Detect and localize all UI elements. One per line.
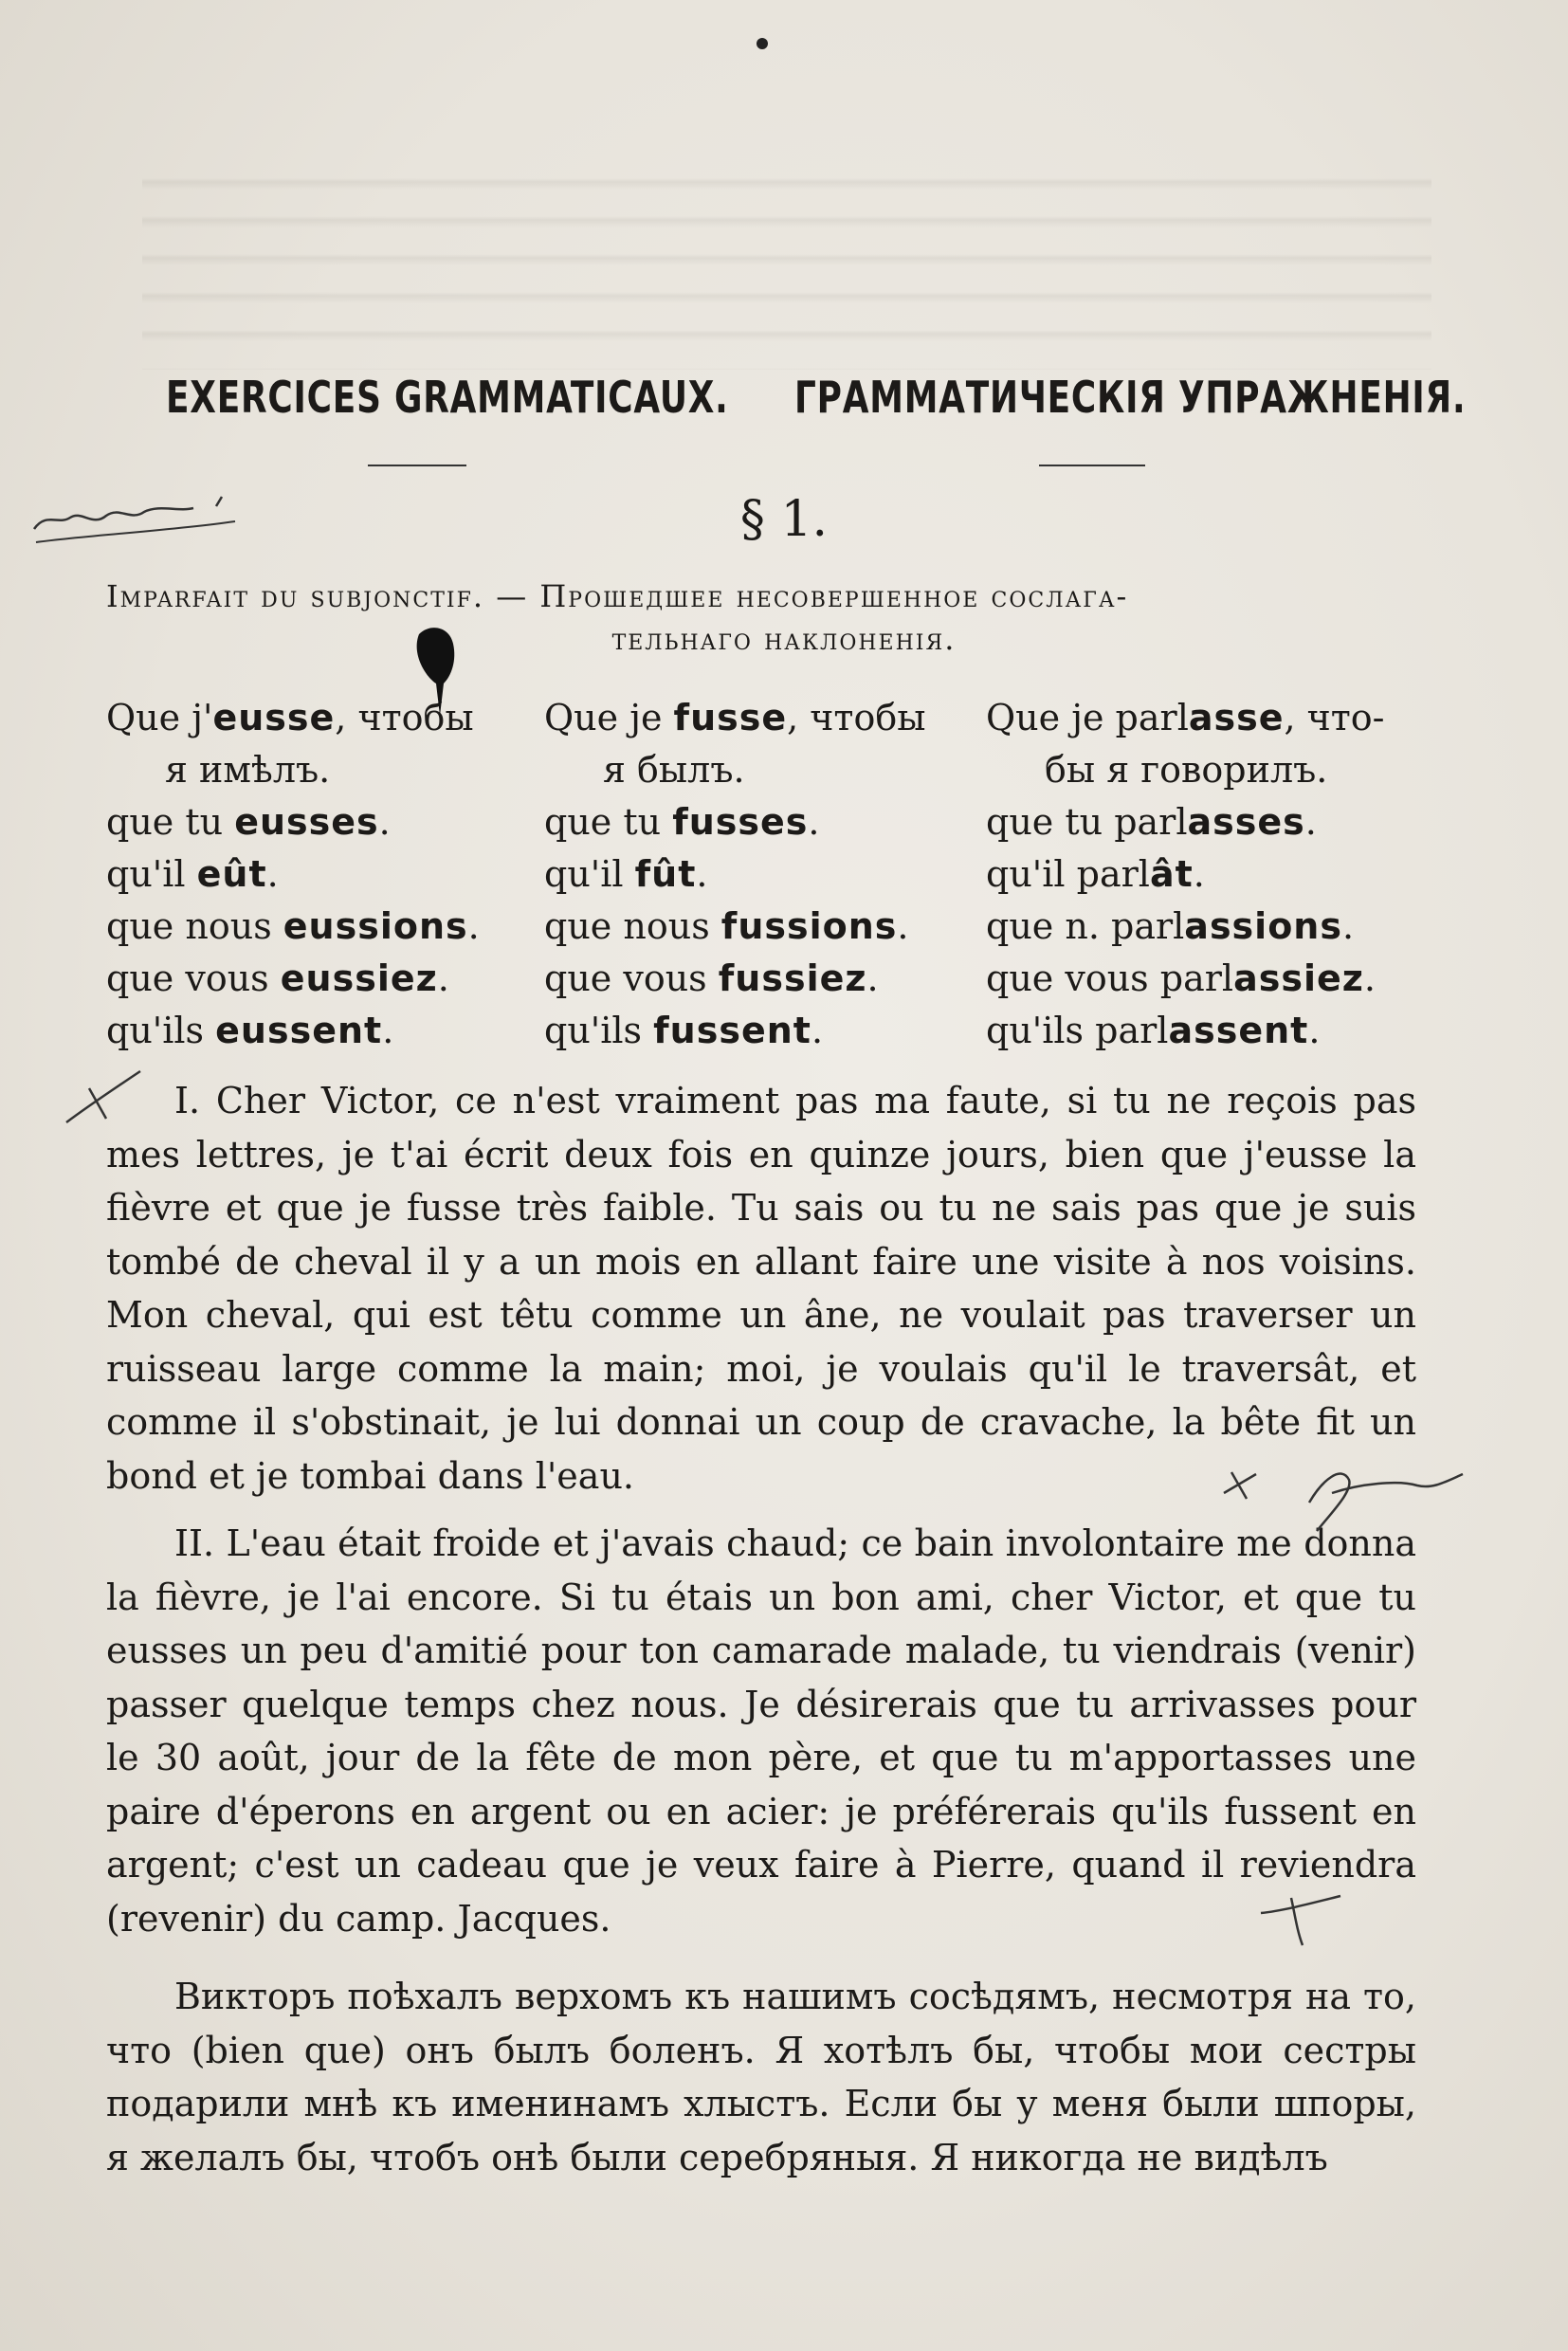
conjugation-prefix: Que je parl [986,697,1189,738]
conjugation-prefix: qu'ils parl [986,1010,1169,1051]
conjugation-row [106,744,480,796]
conjugation-ending: eussent [215,1010,383,1051]
conjugation-prefix: que nous [106,905,283,947]
conjugation-ending: fusse [673,697,788,738]
conjugation-suffix: . [467,905,480,947]
conjugation-suffix: . [696,853,708,895]
conjugation-suffix: . [808,801,820,843]
conjugation-suffix: . [866,957,879,999]
conjugation-ending: assions [1184,905,1342,947]
conjugation-suffix: . [1363,957,1376,999]
conjugation-row [986,953,1385,1005]
conjugation-row [544,901,925,953]
paragraph-text: Викторъ поѣхалъ верхомъ къ нашимъ сосѣдямъ, несмотря на то, что (bien que) онъ былъ боленъ. Я хотѣлъ бы, чтобы мои сестры подарили мнѣ къ именинамъ хлыстъ. Если бы у меня были шпоры, я желалъ бы, чтобъ онѣ были серебряныя. Я никогда не видѣлъ [106,1976,1416,2178]
conjugation-column-avoir [106,692,480,1057]
conjugation-ending: eût [196,853,267,895]
conjugation-prefix: Que j' [106,697,213,738]
exercise-paragraph-russian [106,1970,1416,2184]
exercise-paragraph-2 [106,1517,1416,1945]
conjugation-row [986,901,1385,953]
conjugation-ending: eussiez [280,957,438,999]
conjugation-row [106,848,480,901]
conjugation-prefix: я былъ. [603,749,745,791]
conjugation-ending: assiez [1233,957,1364,999]
conjugation-suffix: . [811,1010,824,1051]
paragraph-text: I. Cher Victor, ce n'est vraiment pas ma faute, si tu ne reçois pas mes lettres, je t'ai écrit deux fois en quinze jours, bien que j'eusse la fièvre et que je fusse très faible. Tu sais ou tu ne sais pas que je suis tombé de cheval il y a un mois en allant faire une visite à nos voisins. Mon cheval, qui est têtu comme un âne, ne voulait pas traverser un ruisseau large comme la main; moi, je voulais qu'il le traversât, et comme il s'obstinait, je lui donnai un coup de cravache, la bête fit un bond et je tombai dans l'eau. [106,1080,1416,1497]
conjugation-suffix: . [378,801,391,843]
conjugation-prefix: que vous [106,957,281,999]
conjugation-ending: eusse [212,697,336,738]
conjugation-prefix: qu'il [106,853,197,895]
ink-blot-mark [408,621,474,725]
conjugation-column-parler [986,692,1385,1057]
conjugation-suffix: . [266,853,279,895]
conjugation-ending: eusses [234,801,379,843]
conjugation-column-etre [544,692,925,1057]
conjugation-row [544,848,925,901]
conjugation-suffix: , чтобы [787,697,926,738]
conjugation-prefix: que tu parl [986,801,1188,843]
conjugation-suffix: . [437,957,449,999]
conjugation-prefix: que vous [544,957,719,999]
conjugation-prefix: qu'il [544,853,635,895]
conjugation-suffix: . [897,905,909,947]
title-rule-french [368,465,466,466]
conjugation-ending: fusses [672,801,809,843]
conjugation-ending: eussions [283,905,468,947]
conjugation-suffix: . [1308,1010,1321,1051]
conjugation-row [544,796,925,848]
pencil-cross-mark-2 [1218,1455,1474,1540]
title-russian: ГРАММАТИЧЕСКІЯ УПРАЖНЕНІЯ. [794,372,1467,423]
title-french: EXERCICES GRAMMATICAUX. [166,372,729,423]
bleed-through-text [142,152,1431,370]
conjugation-ending: ât [1149,853,1194,895]
conjugation-row [106,1005,480,1057]
grammar-heading-line-2: тельнаго наклоненія. [611,621,957,657]
pencil-cross-mark-1 [61,1067,146,1134]
conjugation-ending: fussions [720,905,898,947]
conjugation-row [106,796,480,848]
conjugation-prefix: que nous [544,905,721,947]
title-rule-russian [1039,465,1145,466]
conjugation-row [986,796,1385,848]
conjugation-suffix: . [1304,801,1317,843]
conjugation-row [106,953,480,1005]
conjugation-suffix: . [382,1010,394,1051]
conjugation-ending: fussiez [718,957,867,999]
conjugation-prefix: que n. parl [986,905,1185,947]
conjugation-row [986,848,1385,901]
page-header [0,372,1568,438]
conjugation-prefix: qu'ils [544,1010,654,1051]
conjugation-prefix: Que je [544,697,674,738]
conjugation-suffix: . [1193,853,1205,895]
conjugation-row [986,692,1385,744]
conjugation-ending: fût [634,853,697,895]
conjugation-prefix: бы я говорилъ. [1045,749,1328,791]
conjugation-prefix: qu'il parl [986,853,1150,895]
conjugation-row [986,744,1385,796]
conjugation-prefix: que tu [106,801,235,843]
conjugation-row [544,953,925,1005]
conjugation-prefix: que vous parl [986,957,1234,999]
conjugation-suffix: . [1341,905,1355,947]
grammar-heading-line-1: Imparfait du subjonctif. — Прошедшее несовершенное сослага- [106,578,1129,614]
section-number: § 1. [739,491,829,548]
conjugation-row [986,1005,1385,1057]
handwritten-scribble-mark [27,483,245,559]
conjugation-ending: assent [1168,1010,1309,1051]
conjugation-suffix: , что- [1284,697,1385,738]
paragraph-text: II. L'eau était froide et j'avais chaud; ce bain involontaire me donna la fièvre, je l'ai encore. Si tu étais un bon ami, cher Victor, et que tu eusses un peu d'amitié pour ton camarade malade, tu viendrais (venir) passer quelque temps chez nous. Je désirerais que tu arrivasses pour le 30 août, jour de la fête de mon père, et que tu m'apportasses une paire d'éperons en argent ou en acier: je préférerais qu'ils fussent en argent; c'est un cadeau que je veux faire à Pierre, quand il reviendra (revenir) du camp. Jacques. [106,1522,1416,1940]
conjugation-row [106,901,480,953]
ink-dot [757,38,768,49]
conjugation-prefix: que tu [544,801,673,843]
pencil-cross-mark-3 [1253,1886,1348,1953]
conjugation-prefix: я имѣлъ. [165,749,331,791]
conjugation-ending: asses [1187,801,1305,843]
conjugation-row [544,692,925,744]
conjugation-ending: fussent [653,1010,811,1051]
conjugation-row [544,1005,925,1057]
conjugation-prefix: qu'ils [106,1010,216,1051]
conjugation-ending: asse [1188,697,1285,738]
conjugation-row [544,744,925,796]
exercise-paragraph-1 [106,1074,1416,1503]
conjugation-suffix: , чтобы [335,697,474,738]
